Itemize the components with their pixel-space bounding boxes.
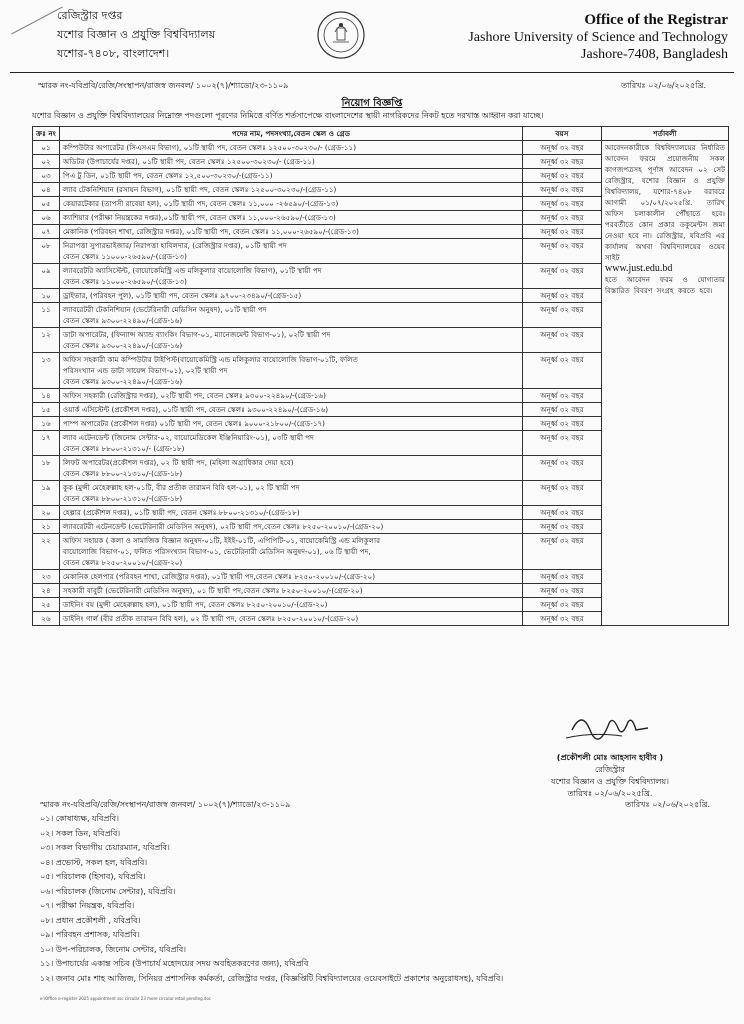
row-age-limit: অনূর্ধ্ব ৩২ বছর bbox=[523, 456, 602, 481]
row-post-line: ক্যাশিয়ার (পরীক্ষা নিয়ন্ত্রকের দপ্তর),০১টি স্থায়ী পদ, বেতন স্কেলঃ ১১,০০০-২৬৫৯০/-(গ্রেড-১৩) bbox=[63, 213, 336, 222]
row-post-line: ডাইনিং বয় (মুন্সী মেহেরুল্লাহ হল), ০১টি স্থায়ী পদ, বেতন স্কেলঃ ৮২৫০-২০০১০/-(গ্রেড-২০) bbox=[63, 600, 328, 609]
row-age-limit: অনূর্ধ্ব ৩২ বছর bbox=[523, 353, 602, 389]
row-post-cell bbox=[60, 353, 523, 389]
distribution-item: ০৫। পরিচালক (হিসাব), যবিপ্রবি। bbox=[40, 872, 146, 881]
row-age-limit: অনূর্ধ্ব ৩২ বছর bbox=[523, 264, 602, 289]
col-header-conditions: শর্তাবলী bbox=[602, 127, 729, 141]
row-post-cell bbox=[60, 183, 523, 197]
row-serial: ০৫ bbox=[33, 197, 60, 211]
address-en: Jashore-7408, Bangladesh bbox=[581, 47, 728, 62]
row-age-limit: অনূর্ধ্ব ৩২ বছর bbox=[523, 239, 602, 264]
row-post-line: বেতন স্কেলঃ ১১০০০-২৬৫৯০/-(গ্রেড-১৩) bbox=[63, 252, 187, 261]
row-post-line: বেতন স্কেলঃ ৯৩০০-২২৪৯০/-(গ্রেড-১৬) bbox=[63, 316, 183, 325]
row-post-line: পরিসংখ্যান এন্ড ডাটা সায়েন্স বিভাগ-০১), ০২টি স্থায়ী পদ bbox=[63, 366, 228, 375]
notice-title: নিয়োগ বিজ্ঞপ্তি bbox=[341, 98, 403, 109]
row-serial: ১২ bbox=[33, 328, 60, 353]
table-header-row bbox=[33, 127, 729, 141]
row-age-limit: অনূর্ধ্ব ৩২ বছর bbox=[523, 289, 602, 303]
distribution-item: ০৩। সকল বিভাগীয় চেয়ারম্যান, যবিপ্রবি। bbox=[40, 843, 170, 852]
row-post-line: পিএ টু ডিন, ০১টি স্থায়ী পদ, বেতন স্কেলঃ ১২,৫০০-৩০২৩০/-(গ্রেড-১১) bbox=[63, 171, 273, 180]
signer-designation: রেজিস্ট্রার bbox=[595, 765, 625, 774]
row-age-limit: অনূর্ধ্ব ৩২ বছর bbox=[523, 403, 602, 417]
row-serial: ১১ bbox=[33, 303, 60, 328]
row-age-limit: অনূর্ধ্ব ৩২ বছর bbox=[523, 303, 602, 328]
row-post-cell bbox=[60, 403, 523, 417]
row-post-cell bbox=[60, 389, 523, 403]
row-post-cell bbox=[60, 520, 523, 534]
header-bengali bbox=[57, 6, 215, 63]
row-post-cell bbox=[60, 612, 523, 626]
row-post-line: বায়োলোজি বিভাগ-০১, ফলিত পরিসংখ্যান বিভাগ-০১, ভেটেরিনারী মেডিসিন অনুষদ-০১), ০৬ টি স্থায়ী পদ, bbox=[63, 547, 371, 556]
row-post-line: ল্যাবরেটরি অ্যাসিস্টেন্ট, (বায়োকেমিস্ট্রি এন্ড মলিকুলার বায়োলোজি বিভাগ), ০১টি স্থায়ী পদ bbox=[63, 266, 322, 275]
row-age-limit: অনূর্ধ্ব ৩২ বছর bbox=[523, 520, 602, 534]
row-serial: ১০ bbox=[33, 289, 60, 303]
distribution-date: তারিখঃ ০২/০৬/২০২৫খ্রি. bbox=[625, 800, 710, 809]
row-post-line: ল্যাব টেকনিশিয়ান (রসায়ন বিভাগ), ০১টি স্থায়ী পদ, বেতন স্কেলঃ ১২৫০০-৩০২৩০/-(গ্রেড-১১) bbox=[63, 185, 337, 194]
distribution-memo: স্মারক নং-যবিপ্রবি/রেজি/সংস্থাপন/রাজস্ব জনবল/ ১০০২(৭)/শ্যাডো/২৩-১১০৯ bbox=[40, 800, 291, 809]
row-post-cell bbox=[60, 239, 523, 264]
row-post-line: পাম্প অপারেটর (প্রকৌশল দপ্তর) ০১টি স্থায়ী পদ, বেতন স্কেলঃ ৯০০০-২১৮০০/-(গ্রেড-১৭) bbox=[63, 419, 325, 428]
row-age-limit: অনূর্ধ্ব ৩২ বছর bbox=[523, 431, 602, 456]
row-post-line: অফিস সহকারী কাম কম্পিউটার টাইপিস্ট(বায়োকেমিস্ট্রি এন্ড মলিকুলার বায়োলোজি বিভাগ-০১টি, ফলিত bbox=[63, 355, 358, 364]
university-seal-icon bbox=[316, 8, 366, 62]
row-post-line: ল্যাবরেটরী এটেনডেন্ট (ভেটেরিনারী মেডিসিন অনুষদ), ০২টি স্থায়ী পদ,বেতন স্কেলঃ ৮২৫০-২০০১০/-(গ্রেড-২০) bbox=[63, 522, 384, 531]
row-age-limit: অনূর্ধ্ব ৩২ বছর bbox=[523, 570, 602, 584]
row-post-line: বেতন স্কেলঃ ৮২৫০-২০০১০/-(গ্রেড-২০) bbox=[63, 558, 183, 567]
row-serial: ০১ bbox=[33, 141, 60, 155]
row-post-line: বেতন স্কেলঃ ৮৮০০-২১৩১০/-(গ্রেড-১৮) bbox=[63, 494, 183, 503]
distribution-item: ০৬। পরিচালক (জিনোম সেন্টার), যবিপ্রবি। bbox=[40, 886, 176, 896]
row-post-cell bbox=[60, 481, 523, 506]
university-name-en: Jashore University of Science and Technology bbox=[468, 30, 728, 45]
row-age-limit: অনূর্ধ্ব ৩২ বছর bbox=[523, 169, 602, 183]
row-age-limit: অনূর্ধ্ব ৩২ বছর bbox=[523, 155, 602, 169]
row-serial: ২২ bbox=[33, 534, 60, 570]
pen-mark bbox=[11, 6, 63, 34]
row-post-line: ল্যাব এটেনডেন্ট (জিনোম সেন্টার-০২, বায়োমেডিকেল ইঞ্জিনিয়ারিং-০১), ০৩টি স্থায়ী পদ bbox=[63, 433, 314, 442]
row-post-line: ড্রাইভার, (পরিবহন পুল), ০১টি স্থায়ী পদ, বেতন স্কেলঃ ৯৭০০-২৩৪৯০/-(গ্রেড-১৫) bbox=[63, 291, 302, 300]
row-age-limit: অনূর্ধ্ব ৩২ বছর bbox=[523, 328, 602, 353]
university-name-bn: যশোর বিজ্ঞান ও প্রযুক্তি বিশ্ববিদ্যালয় bbox=[57, 28, 216, 41]
row-age-limit: অনূর্ধ্ব ৩২ বছর bbox=[523, 534, 602, 570]
row-serial: ০২ bbox=[33, 155, 60, 169]
row-post-cell bbox=[60, 155, 523, 169]
row-serial: ১৯ bbox=[33, 481, 60, 506]
signature-block bbox=[510, 752, 710, 800]
row-post-line: কম্পিউটার অপারেটর (সিএসএম বিভাগ), ০১টি স্থায়ী পদ, বেতন স্কেলঃ ১২৫০০-৩০২৩০/- (গ্রেড-১১) bbox=[63, 143, 356, 152]
row-post-line: মেকানিক (পরিবহন শাখা, রেজিস্ট্রার দপ্তর), ০১টি স্থায়ী পদ, বেতন স্কেলঃ ১১,০০০-২৬৫৯০/-(গ্রেড-১৩) bbox=[63, 227, 359, 236]
row-post-line: বেতন স্কেলঃ ৮৮০০-২১৩১০/- (গ্রেড-১৮) bbox=[63, 444, 185, 453]
row-post-line: সহকারী বাবুর্চী (ভেটেরিনারী মেডিসিন অনুষদ), ০১ টি স্থায়ী পদ,বেতন স্কেলঃ ৮২৫০-২০০১০/-(গ্রেড-২০) bbox=[63, 586, 363, 595]
row-post-cell bbox=[60, 598, 523, 612]
file-path-footnote: e:\Office e-register 2025 appointment ssc circular 23 more circular retail pending.doc bbox=[40, 996, 212, 1001]
col-header-post: পদের নাম, পদসংখ্যা,বেতন স্কেল ও গ্রেড bbox=[60, 127, 523, 141]
row-post-cell bbox=[60, 303, 523, 328]
row-serial: ২১ bbox=[33, 520, 60, 534]
row-post-cell bbox=[60, 431, 523, 456]
row-post-cell bbox=[60, 169, 523, 183]
row-post-cell bbox=[60, 197, 523, 211]
website-link[interactable]: www.just.edu.bd bbox=[605, 263, 673, 274]
row-post-line: কেয়ারটেকার (তাপসী রাবেয়া হল), ০১টি স্থায়ী পদ, বেতন স্কেলঃ ১১,০০০ -২৬৫৯০/-(গ্রেড-১৩) bbox=[63, 199, 339, 208]
row-age-limit: অনূর্ধ্ব ৩২ বছর bbox=[523, 612, 602, 626]
distribution-item: ১০। উপ-পরিচালক, জিনোম সেন্টার, যবিপ্রবি। bbox=[40, 944, 187, 954]
row-serial: ১৬ bbox=[33, 417, 60, 431]
memo-number: স্মারক নং-যবিপ্রবি/রেজি/সংস্থাপন/রাজস্ব জনবল/ ১০০২(৭)/শ্যাডো/২৩-১১০৯ bbox=[38, 81, 289, 90]
office-name-bn: রেজিস্ট্রার দপ্তর bbox=[57, 9, 123, 22]
row-post-line: বেতন স্কেলঃ ৯৩০০-২২৪৯০/-(গ্রেড-১৬) bbox=[63, 377, 183, 386]
conditions-tail: হতে আবেদন ফরম ও যোগ্যতার বিস্তারিত বিবরণ সংগ্রহ করতে হবে। bbox=[605, 275, 725, 295]
distribution-item: ০৮। প্রধান প্রকৌশলী , যবিপ্রবি। bbox=[40, 915, 141, 925]
signature-date: তারিখঃ ০২/০৬/২০২৫খ্রি. bbox=[567, 789, 653, 798]
distribution-item: ০৪। প্রভোস্ট, সকল হল, যবিপ্রবি। bbox=[40, 857, 148, 867]
row-post-cell bbox=[60, 264, 523, 289]
row-post-line: অফিস সহকারী (রেজিস্ট্রার দপ্তর), ০২টি স্থায়ী পদ, বেতন স্কেলঃ ৯৩০০-২২৪৯০/-(গ্রেড-১৬) bbox=[63, 391, 326, 400]
signer-university: যশোর বিজ্ঞান ও প্রযুক্তি বিশ্ববিদ্যালয়। bbox=[551, 777, 669, 786]
row-age-limit: অনূর্ধ্ব ৩২ বছর bbox=[523, 481, 602, 506]
row-serial: ২৬ bbox=[33, 612, 60, 626]
distribution-list bbox=[40, 812, 503, 986]
row-post-cell bbox=[60, 211, 523, 225]
row-post-line: কুক (মুন্সী মেহেরুল্লাহ হল-০১টি, বীর প্রতীক তারামন বিবি হল-০১), ০২ টি স্থায়ী পদ bbox=[63, 483, 300, 492]
row-post-line: বেতন স্কেলঃ ১১০০০-২৬৫৯০/-(গ্রেড-১৩) bbox=[63, 277, 187, 286]
row-age-limit: অনূর্ধ্ব ৩২ বছর bbox=[523, 598, 602, 612]
signer-name: (প্রকৌশলী মোঃ আহসান হাবীব ) bbox=[556, 753, 664, 762]
col-header-age: বয়স bbox=[523, 127, 602, 141]
office-name-en: Office of the Registrar bbox=[584, 12, 728, 28]
row-age-limit: অনূর্ধ্ব ৩২ বছর bbox=[523, 506, 602, 520]
address-bn: যশোর-৭৪০৮, বাংলাদেশ। bbox=[57, 47, 170, 60]
row-post-line: হেল্পার (প্রকৌশল দপ্তর), ০১টি স্থায়ী পদ, বেতন স্কেলঃ ৮৮০০-২১৩১০/-(গ্রেড-১৮) bbox=[63, 508, 300, 517]
row-post-line: অডিটর (উপাচার্যের দপ্তর), ০১টি স্থায়ী পদ, বেতন স্কেলঃ ১২৫০০-৩০২৩০/- (গ্রেড-১১) bbox=[63, 157, 315, 166]
row-serial: ০৩ bbox=[33, 169, 60, 183]
row-post-line: ডাইনিং গার্ল (বীর প্রতীক তারামন বিবি হল), ০২ টি স্থায়ী পদ, বেতন স্কেলঃ ৮২৫০-২০০১০/-(গ্রেড-২০) bbox=[63, 614, 359, 623]
row-post-cell bbox=[60, 141, 523, 155]
row-serial: ১৮ bbox=[33, 456, 60, 481]
notice-intro: যশোর বিজ্ঞান ও প্রযুক্তি বিশ্ববিদ্যালয়ের নিম্নোক্ত পদগুলো পূরণের নিমিত্তে বর্ণিত শর্তসাপেক্ষে বাংলাদেশের স্থায়ী নাগরিকদের নিকট হতে দরখাস্ত আহ্বান করা যাচ্ছে। bbox=[32, 111, 544, 120]
col-header-serial: ক্রঃ নং bbox=[33, 127, 60, 141]
table-row bbox=[33, 141, 729, 155]
distribution-item: ০২। সকল ডিন, যবিপ্রবি। bbox=[40, 828, 121, 838]
row-serial: ২০ bbox=[33, 506, 60, 520]
row-serial: ০৬ bbox=[33, 211, 60, 225]
row-post-line: ওয়ার্ক এসিস্টেন্ট (প্রকৌশল দপ্তর), ০১টি স্থায়ী পদ, বেতন স্কেলঃ ৯৩০০-২২৪৯০/-(গ্রেড-১৬) bbox=[63, 405, 329, 414]
row-age-limit: অনূর্ধ্ব ৩২ বছর bbox=[523, 211, 602, 225]
distribution-item: ১১। উপাচার্যের একান্ত সচিব (উপাচার্য মহোদয়ের সদয় অবহিতকরণের জন্য), যবিপ্রবি bbox=[40, 959, 309, 968]
row-post-cell bbox=[60, 417, 523, 431]
row-serial: ১৫ bbox=[33, 403, 60, 417]
vacancy-table bbox=[32, 126, 729, 626]
row-serial: ০৯ bbox=[33, 264, 60, 289]
row-post-cell bbox=[60, 570, 523, 584]
row-age-limit: অনূর্ধ্ব ৩২ বছর bbox=[523, 141, 602, 155]
row-serial: ২৫ bbox=[33, 598, 60, 612]
row-post-line: নিরাপত্তা সুপারভাইজার/ নিরাপত্তা হাবিলদার, (রেজিস্ট্রার দপ্তর), ০১টি স্থায়ী পদ bbox=[63, 241, 287, 250]
row-post-cell bbox=[60, 584, 523, 598]
distribution-item: ০৭। পরীক্ষা নিয়ন্ত্রক, যবিপ্রবি। bbox=[40, 901, 135, 910]
registrar-signature bbox=[562, 708, 652, 748]
row-post-cell bbox=[60, 456, 523, 481]
row-post-cell bbox=[60, 289, 523, 303]
row-age-limit: অনূর্ধ্ব ৩২ বছর bbox=[523, 225, 602, 239]
row-age-limit: অনূর্ধ্ব ৩২ বছর bbox=[523, 183, 602, 197]
header-english bbox=[468, 12, 728, 63]
row-age-limit: অনূর্ধ্ব ৩২ বছর bbox=[523, 197, 602, 211]
memo-date: তারিখঃ ০২/০৬/২০২৫খ্রি. bbox=[621, 81, 706, 90]
row-post-line: অফিস সহায়ক ( কলা ও সামাজিক বিজ্ঞান অনুষদ-০১টি, ইইই-০১টি, এপিপিটি-০১, বায়োকেমিস্ট্রি এন্ড মলিকুলার bbox=[63, 536, 381, 545]
row-post-line: বেতন স্কেলঃ ৮৮০০-২১৩১০/-(গ্রেড-১৮) bbox=[63, 469, 183, 478]
row-age-limit: অনূর্ধ্ব ৩২ বছর bbox=[523, 417, 602, 431]
row-serial: ০৮ bbox=[33, 239, 60, 264]
conditions-text: আবেদনকারীকে বিশ্ববিদ্যালয়ের নির্ধারিত আবেদন ফরমে প্রয়োজনীয় সকল কাগজপত্রসহ পূর্ণাঙ্গ আবেদন ০২ সেট রেজিস্ট্রার, যশোর বিজ্ঞান ও প্রযুক্তি বিশ্ববিদ্যালয়, যশোর-৭৪০৮ বরাবরে আগামী ০১/০৭/২০২৫খ্রি. তারিখ অফিস চলাকালীন পৌঁছাতে হবে। পরবর্তীতে কোন প্রকার ডকুমেন্টস জমা নেওয়া হবে না। রেজিস্ট্রার, যবিপ্রবি এর কার্যালয় অথবা বিশ্ববিদ্যালয়ের ওয়েব সাইট bbox=[605, 143, 726, 262]
row-serial: ২৪ bbox=[33, 584, 60, 598]
distribution-item: ০১। কোষাধ্যক্ষ, যবিপ্রবি। bbox=[40, 814, 119, 823]
row-post-line: লিফট অপারেটর(প্রকৌশল দপ্তর), ০২ টি স্থায়ী পদ, (মহিলা অগ্রাধিকার দেয়া হবে) bbox=[63, 458, 294, 467]
row-age-limit: অনূর্ধ্ব ৩২ বছর bbox=[523, 389, 602, 403]
row-post-line: ল্যাবরেটরী টেকনিশিয়ান (ভেটেরিনারী মেডিসিন অনুষদ), ০১টি স্থায়ী পদ bbox=[63, 305, 267, 314]
row-serial: ০৪ bbox=[33, 183, 60, 197]
distribution-item: ১২। জনাব মোঃ শাহ আজিজ, সিনিয়র প্রশাসনিক কর্মকর্তা, রেজিস্ট্রার দপ্তর, (বিজ্ঞপ্তিটি বিশ্ববিদ্যালয়ের ওয়েবসাইটে প্রকাশের অনুরোধসহ), যবিপ্রবি। bbox=[40, 973, 504, 983]
distribution-item: ০৯। পরিবহন প্রশাসক, যবিপ্রবি। bbox=[40, 930, 140, 939]
row-post-line: ডাটা অপারেটর, (ফিন্যান্স অ্যান্ড ব্যাংকিং বিভাগ-০১, ম্যানেজমেন্ট বিভাগ-০১), ০২টি স্থায়ী পদ bbox=[63, 330, 331, 339]
row-post-cell bbox=[60, 225, 523, 239]
row-serial: ২৩ bbox=[33, 570, 60, 584]
row-serial: ১৪ bbox=[33, 389, 60, 403]
row-age-limit: অনূর্ধ্ব ৩২ বছর bbox=[523, 584, 602, 598]
row-post-cell bbox=[60, 534, 523, 570]
conditions-cell bbox=[602, 141, 729, 626]
header-divider bbox=[10, 72, 734, 73]
row-serial: ০৭ bbox=[33, 225, 60, 239]
row-post-cell bbox=[60, 328, 523, 353]
row-post-line: বেতন স্কেলঃ ৯৩০০-২২৪৯০/-(গ্রেড-১৬) bbox=[63, 341, 183, 350]
row-post-cell bbox=[60, 506, 523, 520]
row-serial: ১৭ bbox=[33, 431, 60, 456]
row-serial: ১৩ bbox=[33, 353, 60, 389]
row-post-line: মেকানিক হেলপার (পরিবহন শাখা, রেজিস্ট্রার দপ্তর), ০১টি স্থায়ী পদ,বেতন স্কেলঃ ৮২৫০-২০০১০/-(গ্রেড-২০) bbox=[63, 572, 375, 581]
